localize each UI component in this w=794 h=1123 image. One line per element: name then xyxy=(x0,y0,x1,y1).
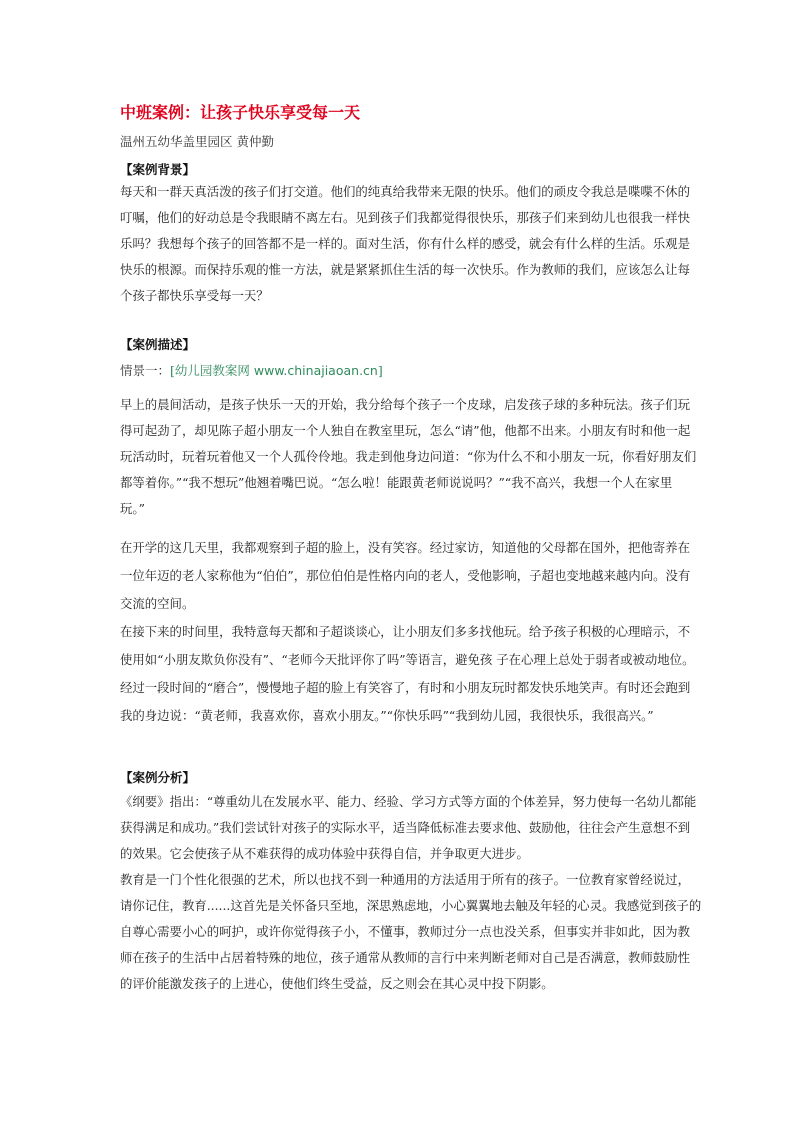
scene-one-line xyxy=(120,361,383,379)
text-line: 乐吗？我想每个孩子的回答都不是一样的。面对生活，你有什么样的感受，就会有什么样的生活。乐观是 xyxy=(120,236,690,251)
text-line: 得可起劲了，却见陈子超小朋友一个人独自在教室里玩，怎么“请”他，他都不出来。小朋友有时和他一起 xyxy=(120,423,691,438)
text-line: 使用如“小朋友欺负你没有”、“老师今天批评你了吗”等语言，避免孩 子在心理上总处于弱者或被动地位。 xyxy=(120,652,695,667)
text-line: 玩。” xyxy=(120,501,145,516)
text-line: 交流的空间。 xyxy=(120,596,195,611)
site-url[interactable]: www.chinajiaoan.cn xyxy=(253,363,378,378)
heading-analysis: 【案例分析】 xyxy=(120,770,196,785)
text-line: 教育是一门个性化很强的艺术，所以也找不到一种通用的方法适用于所有的孩子。一位教育家曾经说过， xyxy=(120,872,690,887)
text-line: 玩活动时，玩着玩着他又一个人孤伶伶地。我走到他身边问道：“你为什么不和小朋友一玩，你看好朋友们 xyxy=(120,449,697,464)
text-line: 师在孩子的生活中占居着特殊的地位，孩子通常从教师的言行中来判断老师对自己是否满意，教师鼓励性 xyxy=(120,950,690,965)
text-line: 叮嘱，他们的好动总是令我眼睛不离左右。见到孩子们我都觉得很快乐，那孩子们来到幼儿也很我一样快 xyxy=(120,210,690,225)
text-line: 自尊心需要小心的呵护，或许你觉得孩子小，不懂事，教师过分一点也没关系，但事实并非如此，因为教 xyxy=(120,924,690,939)
text-line: 早上的晨间活动，是孩子快乐一天的开始，我分给每个孩子一个皮球，启发孩子球的多种玩法。孩子们玩 xyxy=(120,397,690,412)
paragraph-follow-up xyxy=(120,534,694,730)
bracket-open: [ xyxy=(170,363,175,378)
paragraph-background xyxy=(120,179,690,309)
bracket-close: ] xyxy=(377,363,383,378)
document-title: 中班案例：让孩子快乐享受每一天 xyxy=(120,103,361,122)
scene-label: 情景一： xyxy=(120,363,171,378)
text-line: 每天和一群天真活泼的孩子们打交道。他们的纯真给我带来无限的快乐。他们的顽皮令我总是喋喋不休的 xyxy=(120,184,690,199)
text-line: 的效果。它会使孩子从不难获得的成功体验中获得自信，并争取更大进步。 xyxy=(120,846,529,861)
text-line: 的评价能激发孩子的上进心，使他们终生受益，反之则会在其心灵中投下阴影。 xyxy=(120,976,554,991)
text-line: 快乐的根源。而保持乐观的惟一方法，就是紧紧抓住生活的每一次快乐。作为教师的我们，应该怎么让每 xyxy=(120,262,690,277)
text-line: 个孩子都快乐享受每一天？ xyxy=(120,288,269,303)
text-line: 都等着你。”“我不想玩”他翘着嘴巴说。“怎么啦！能跟黄老师说说吗？”“我不高兴，我想一个人在家里 xyxy=(120,475,673,490)
text-line: 一位年迈的老人家称他为“伯伯”，那位伯伯是性格内向的老人，受他影响，子超也变地越来越内向。没有 xyxy=(120,568,691,583)
site-name: 幼儿园教案网 xyxy=(174,363,254,378)
text-line: 经过一段时间的“磨合”，慢慢地子超的脸上有笑容了，有时和小朋友玩时都发快乐地笑声。有时还会跑到 xyxy=(120,680,691,695)
text-line: 请你记住，教育......这首先是关怀备只至地，深思熟虑地，小心翼翼地去触及年轻的心灵。我感觉到孩子的 xyxy=(120,898,702,913)
text-line: 在开学的这几天里，我都观察到子超的脸上，没有笑容。经过家访，知道他的父母都在国外，把他寄养在 xyxy=(120,540,690,555)
paragraph-scene-one xyxy=(120,392,696,522)
heading-description: 【案例描述】 xyxy=(120,337,196,352)
site-link[interactable] xyxy=(170,363,383,378)
text-line: 在接下来的时间里，我特意每天都和子超谈谈心，让小朋友们多多找他玩。给予孩子积极的心理暗示，不 xyxy=(120,624,690,639)
author-line: 温州五幼华盖里园区 黄仲勤 xyxy=(120,134,274,149)
text-line: 我的身边说：“黄老师，我喜欢你，喜欢小朋友。”“你快乐吗”“我到幼儿园，我很快乐，我很高兴。” xyxy=(120,708,654,723)
paragraph-analysis xyxy=(120,789,701,997)
text-line: 《纲要》指出：“尊重幼儿在发展水平、能力、经验、学习方式等方面的个体差异，努力使每一名幼儿都能 xyxy=(120,794,697,809)
heading-background: 【案例背景】 xyxy=(120,162,196,177)
text-line: 获得满足和成功。”我们尝试针对孩子的实际水平，适当降低标准去要求他、鼓励他，往往会产生意想不到 xyxy=(120,820,691,835)
